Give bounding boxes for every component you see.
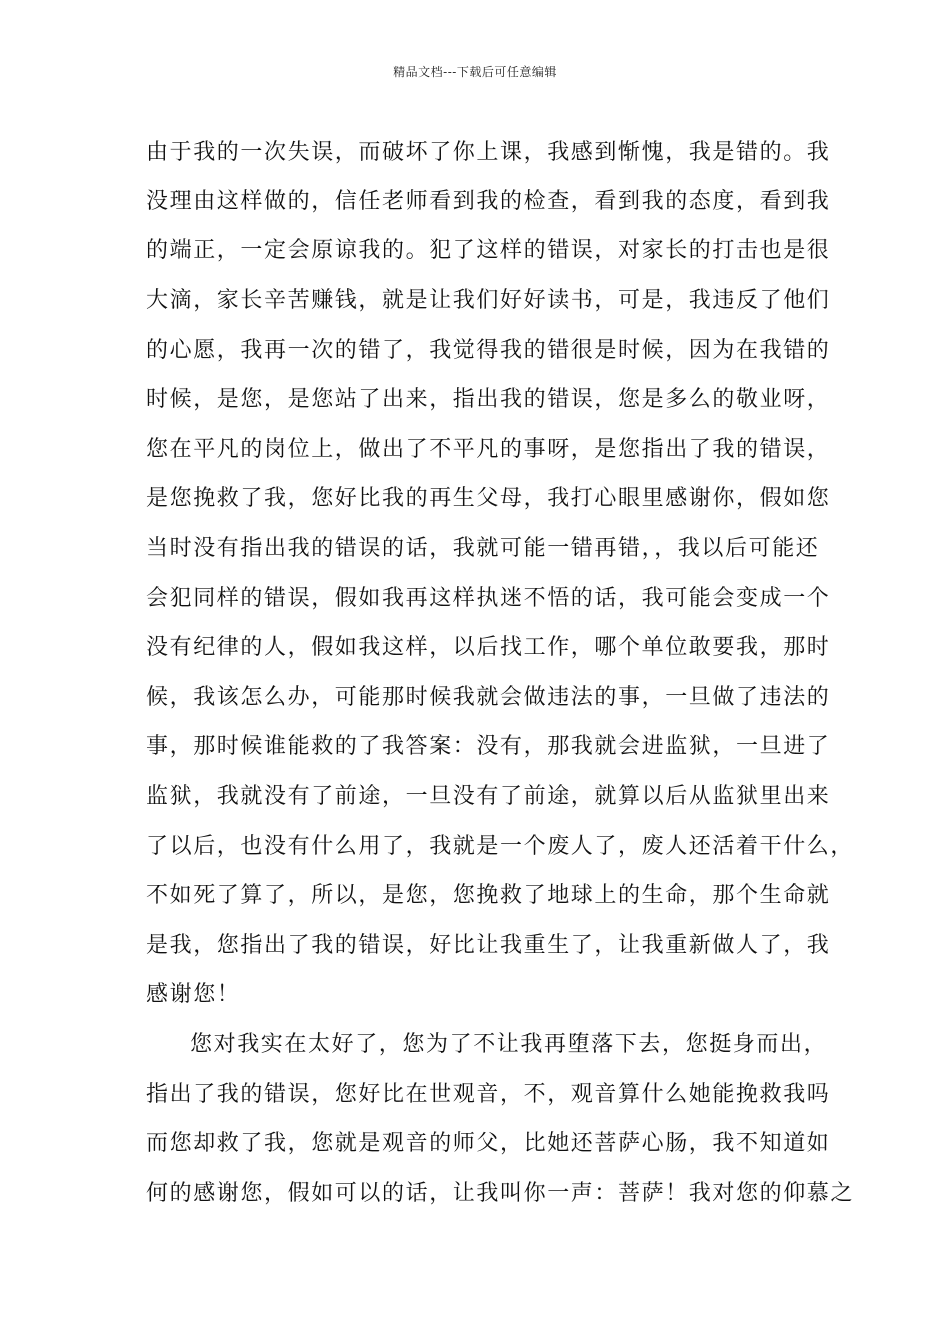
- text-line: 您在平凡的岗位上，做出了不平凡的事呀，是您指出了我的错误，: [146, 437, 831, 462]
- text-line: 没理由这样做的，信任老师看到我的检查，看到我的态度，看到我: [146, 189, 831, 214]
- text-line: 会犯同样的错误，假如我再这样执迷不悟的话，我可能会变成一个: [146, 586, 831, 611]
- text-line: 时候，是您，是您站了出来，指出我的错误，您是多么的敬业呀，: [146, 387, 831, 412]
- text-line: 指出了我的错误，您好比在世观音，不，观音算什么她能挽救我吗: [146, 1082, 831, 1107]
- text-line: 您对我实在太好了，您为了不让我再堕落下去，您挺身而出，: [190, 1032, 828, 1057]
- text-line: 的端正，一定会原谅我的。犯了这样的错误，对家长的打击也是很: [146, 238, 831, 263]
- text-line: 了以后，也没有什么用了，我就是一个废人了，废人还活着干什么，: [146, 834, 855, 859]
- text-line: 大滴，家长辛苦赚钱，就是让我们好好读书，可是，我违反了他们: [146, 288, 831, 313]
- text-line: 不如死了算了，所以，是您，您挽救了地球上的生命，那个生命就: [146, 883, 831, 908]
- text-line: 候，我该怎么办，可能那时候我就会做违法的事，一旦做了违法的: [146, 685, 831, 710]
- page-header: 精品文档---下载后可任意编辑: [393, 65, 557, 79]
- text-line: 感谢您！: [146, 982, 241, 1007]
- text-line: 事，那时候谁能救的了我答案：没有，那我就会进监狱，一旦进了: [146, 734, 831, 759]
- text-line: 是我，您指出了我的错误，好比让我重生了，让我重新做人了，我: [146, 933, 831, 958]
- text-line: 的心愿，我再一次的错了，我觉得我的错很是时候，因为在我错的: [146, 338, 831, 363]
- text-line: 当时没有指出我的错误的话，我就可能一错再错，，我以后可能还: [146, 536, 820, 561]
- text-line: 没有纪律的人，假如我这样，以后找工作，哪个单位敢要我，那时: [146, 635, 831, 660]
- text-line: 何的感谢您，假如可以的话，让我叫你一声：菩萨！我对您的仰慕之: [146, 1181, 855, 1206]
- text-line: 监狱，我就没有了前途，一旦没有了前途，就算以后从监狱里出来: [146, 784, 831, 809]
- text-line: 由于我的一次失误，而破坏了你上课，我感到惭愧，我是错的。我: [146, 140, 831, 165]
- text-line: 是您挽救了我，您好比我的再生父母，我打心眼里感谢你，假如您: [146, 486, 831, 511]
- text-line: 而您却救了我，您就是观音的师父，比她还菩萨心肠，我不知道如: [146, 1131, 831, 1156]
